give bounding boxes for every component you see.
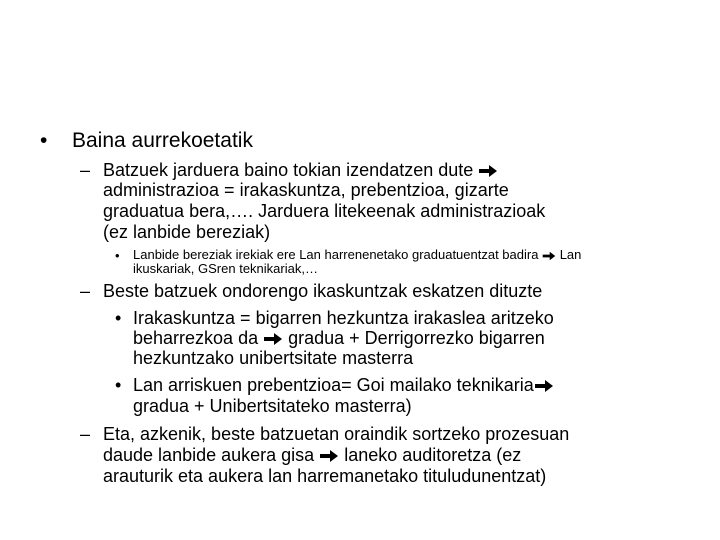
item1-line3: graduatua bera,…. Jarduera litekeenak administrazioak <box>103 201 546 221</box>
item3-line1: Eta, azkenik, beste batzuetan oraindik sortzeko prozesuan <box>103 424 570 444</box>
sub2-line2-tail: gradua + Derrigorrezko bigarren <box>288 328 545 348</box>
bullet-dash: – <box>80 281 91 301</box>
sub2-line1: Irakaskuntza = bigarren hezkuntza irakaslea aritzeko <box>133 308 554 328</box>
sub2-line3: hezkuntzako unibertsitate masterra <box>133 348 414 368</box>
arrow-right-icon <box>319 449 339 463</box>
item3-line3: arauturik eta aukera lan harremanetako tituludunentzat) <box>103 466 547 486</box>
item3-line2 <box>103 446 521 465</box>
item2-line1: Beste batzuek ondorengo ikaskuntzak eskatzen dituzte <box>103 281 543 301</box>
sub1-line1-text: Lanbide bereziak irekiak ere Lan harrenenetako graduatuentzat badira <box>133 247 539 262</box>
sub3-line1-text: Lan arriskuen prebentzioa= Goi mailako teknikaria <box>133 375 534 395</box>
sub1-line2: ikuskariak, GSren teknikariak,… <box>133 261 318 276</box>
bullet-dot-small: • <box>115 248 120 263</box>
item1-line1-text: Batzuek jarduera baino tokian izendatzen dute <box>103 160 474 180</box>
sub3-line1 <box>133 376 554 395</box>
item3-line2-text: daude lanbide aukera gisa <box>103 445 315 465</box>
item3-line2-tail: laneko auditoretza (ez <box>344 445 522 465</box>
sub1-line1 <box>133 248 581 262</box>
bullet-dot: • <box>115 308 122 328</box>
sub2-line2-text: beharrezkoa da <box>133 328 259 348</box>
arrow-right-icon <box>263 332 283 346</box>
item1-line1 <box>103 161 498 180</box>
bullet-dot: • <box>115 375 122 395</box>
arrow-right-icon <box>542 251 556 261</box>
bullet-dash: – <box>80 160 91 180</box>
sub3-line2: gradua + Unibertsitateko masterra) <box>133 396 412 416</box>
heading-baina-aurrekoetatik: Baina aurrekoetatik <box>72 129 253 152</box>
arrow-right-icon <box>478 164 498 178</box>
item1-line2: administrazioa = irakaskuntza, prebentzioa, gizarte <box>103 180 509 200</box>
sub1-line1-tail: Lan <box>559 247 582 262</box>
bullet-dash: – <box>80 424 91 444</box>
sub2-line2 <box>133 329 545 348</box>
bullet-dot: • <box>40 129 48 152</box>
arrow-right-icon <box>534 379 554 393</box>
item1-line4: (ez lanbide bereziak) <box>103 222 271 242</box>
